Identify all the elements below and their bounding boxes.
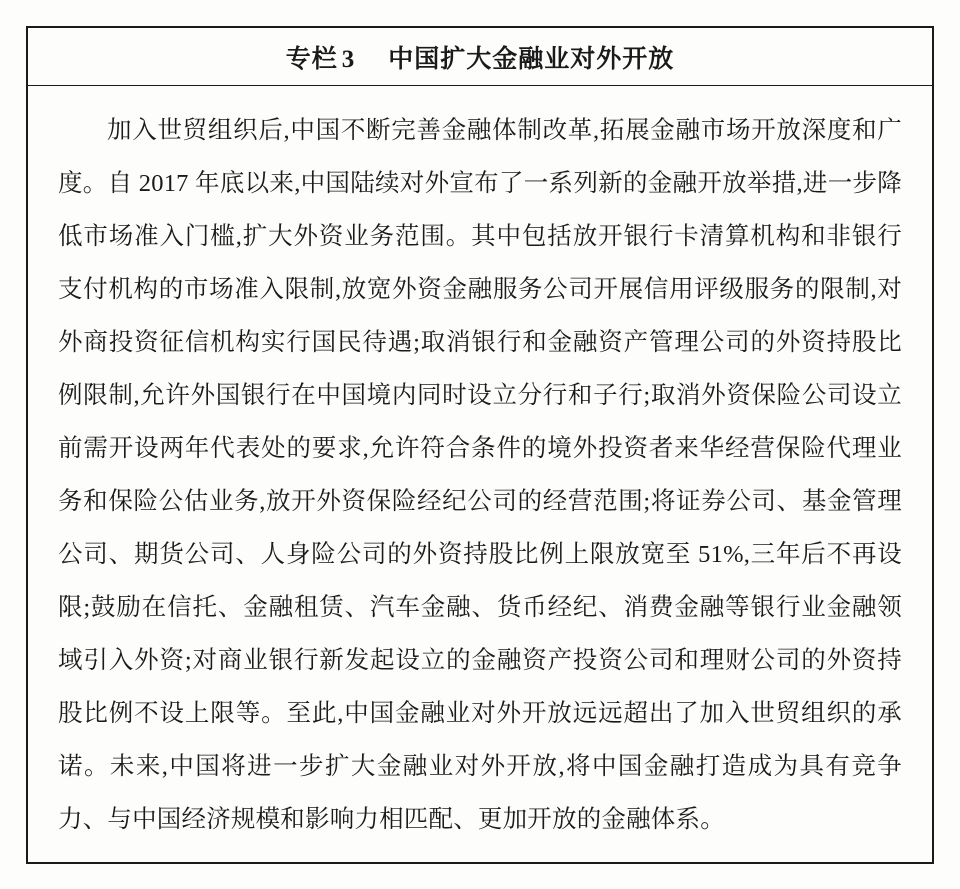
- body-paragraph: 加入世贸组织后,中国不断完善金融体制改革,拓展金融市场开放深度和广度。自 2017 年底以来,中国陆续对外宣布了一系列新的金融开放举措,进一步降低市场准入门槛,扩大外资业务范围。其中包括放开银行卡清算机构和非银行支付机构的市场准入限制,放宽外资金融服务公司开展信用评级服务的限制,对外商投资征信机构实行国民待遇;取消银行和金融资产管理公司的外资持股比例限制,允许外国银行在中国境内同时设立分行和子行;取消外资保险公司设立前需开设两年代表处的要求,允许符合条件的境外投资者来华经营保险代理业务和保险公估业务,放开外资保险经纪公司的经营范围;将证券公司、基金管理公司、期货公司、人身险公司的外资持股比例上限放宽至 51%,三年后不再设限;鼓励在信托、金融租赁、汽车金融、货币经纪、消费金融等银行业金融领域引入外资;对商业银行新发起设立的金融资产投资公司和理财公司的外资持股比例不设上限等。至此,中国金融业对外开放远远超出了加入世贸组织的承诺。未来,中国将进一步扩大金融业对外开放,将中国金融打造成为具有竞争力、与中国经济规模和影响力相匹配、更加开放的金融体系。: [58, 117, 902, 833]
- callout-box: [26, 26, 934, 864]
- callout-title: [286, 39, 675, 75]
- callout-box-header: [28, 28, 932, 86]
- callout-title-number: 3: [341, 45, 355, 73]
- callout-title-text: 中国扩大金融业对外开放: [388, 45, 675, 73]
- callout-box-body: [28, 86, 932, 856]
- callout-title-label: 专栏: [285, 45, 338, 73]
